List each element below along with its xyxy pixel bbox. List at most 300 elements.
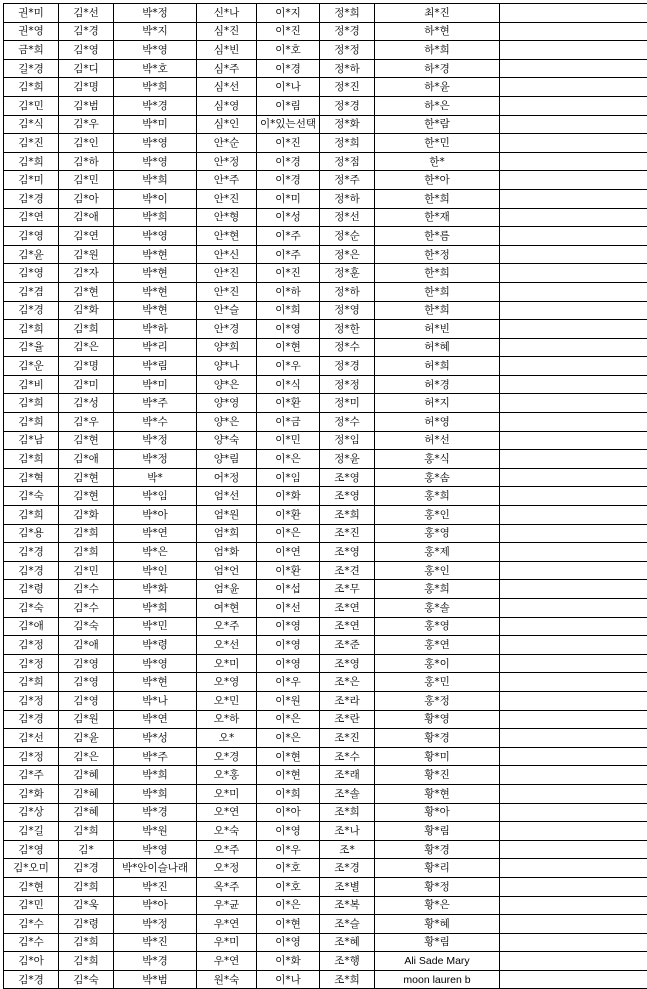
table-cell: 허*희 bbox=[375, 357, 500, 376]
table-cell bbox=[500, 580, 647, 599]
table-row bbox=[4, 729, 647, 748]
table-cell: 엄*원 bbox=[197, 506, 257, 525]
table-cell: 오*하 bbox=[197, 710, 257, 729]
table-cell: 박*정 bbox=[114, 431, 197, 450]
table-row bbox=[4, 357, 647, 376]
table-cell: 박*미 bbox=[114, 115, 197, 134]
table-cell: 박*미 bbox=[114, 375, 197, 394]
table-cell bbox=[500, 78, 647, 97]
table-cell: 정*윤 bbox=[320, 450, 375, 469]
table-cell: 김*미 bbox=[59, 375, 114, 394]
table-cell: 하*희 bbox=[375, 41, 500, 60]
table-cell: 김*혜 bbox=[59, 784, 114, 803]
table-cell: 김*경 bbox=[59, 859, 114, 878]
table-cell: 양*숙 bbox=[197, 431, 257, 450]
table-cell bbox=[500, 822, 647, 841]
table-cell: 홍*영 bbox=[375, 617, 500, 636]
table-cell: 김*현 bbox=[59, 487, 114, 506]
table-cell: 오*주 bbox=[197, 617, 257, 636]
table-cell: 최*진 bbox=[375, 4, 500, 23]
table-cell: 김*경 bbox=[4, 543, 59, 562]
table-cell: 박*현 bbox=[114, 264, 197, 283]
table-cell: 김*애 bbox=[59, 208, 114, 227]
table-row bbox=[4, 933, 647, 952]
table-row bbox=[4, 952, 647, 971]
table-cell: 김*혁 bbox=[4, 468, 59, 487]
table-row bbox=[4, 654, 647, 673]
table-cell: 엄*언 bbox=[197, 561, 257, 580]
table-cell bbox=[500, 506, 647, 525]
table-cell: 조*수 bbox=[320, 747, 375, 766]
table-cell: 박*임 bbox=[114, 487, 197, 506]
table-cell: 박*현 bbox=[114, 245, 197, 264]
table-cell: 한*희 bbox=[375, 282, 500, 301]
table-cell bbox=[500, 673, 647, 692]
table-cell: 박*현 bbox=[114, 301, 197, 320]
table-cell: 김*디 bbox=[59, 59, 114, 78]
table-cell bbox=[500, 413, 647, 432]
table-cell: 이*호 bbox=[257, 41, 320, 60]
table-cell: 우*미 bbox=[197, 933, 257, 952]
table-cell bbox=[500, 59, 647, 78]
table-cell: 김*수 bbox=[59, 580, 114, 599]
table-cell: 김*경 bbox=[4, 710, 59, 729]
table-cell: 김*현 bbox=[4, 877, 59, 896]
table-cell: 김*령 bbox=[4, 580, 59, 599]
table-cell: 한*민 bbox=[375, 134, 500, 153]
table-cell: 심*선 bbox=[197, 78, 257, 97]
table-cell: 오*민 bbox=[197, 691, 257, 710]
table-cell: 박*안이슬나래 bbox=[114, 859, 197, 878]
table-cell: 김*애 bbox=[59, 450, 114, 469]
table-cell: 김*원 bbox=[59, 710, 114, 729]
table-cell: 김*경 bbox=[4, 301, 59, 320]
table-cell: 박*림 bbox=[114, 357, 197, 376]
table-cell: 오*경 bbox=[197, 747, 257, 766]
table-cell: 조*희 bbox=[320, 970, 375, 989]
table-row bbox=[4, 747, 647, 766]
table-cell: 이*주 bbox=[257, 227, 320, 246]
table-cell: 정*수 bbox=[320, 413, 375, 432]
table-cell: 우*균 bbox=[197, 896, 257, 915]
table-cell: 이*은 bbox=[257, 450, 320, 469]
table-cell: 이*환 bbox=[257, 394, 320, 413]
table-cell: 정*경 bbox=[320, 357, 375, 376]
table-cell: 김*희 bbox=[4, 673, 59, 692]
table-row bbox=[4, 394, 647, 413]
table-cell: 김*희 bbox=[4, 320, 59, 339]
table-cell bbox=[500, 729, 647, 748]
table-cell: 김*희 bbox=[59, 822, 114, 841]
table-row bbox=[4, 245, 647, 264]
table-cell: 이*경 bbox=[257, 152, 320, 171]
table-cell bbox=[500, 189, 647, 208]
table-cell: 이*환 bbox=[257, 561, 320, 580]
table-cell bbox=[500, 468, 647, 487]
table-cell: 박*경 bbox=[114, 803, 197, 822]
table-cell bbox=[500, 784, 647, 803]
table-cell: 김*애 bbox=[59, 636, 114, 655]
table-cell: 김*윤 bbox=[4, 245, 59, 264]
table-cell: 박*범 bbox=[114, 970, 197, 989]
table-cell: 홍*인 bbox=[375, 561, 500, 580]
table-row bbox=[4, 189, 647, 208]
table-cell: 박*하 bbox=[114, 320, 197, 339]
table-cell: 김*민 bbox=[59, 561, 114, 580]
table-row bbox=[4, 96, 647, 115]
table-cell: 양*은 bbox=[197, 413, 257, 432]
table-cell: 엄*화 bbox=[197, 543, 257, 562]
table-row bbox=[4, 171, 647, 190]
table-cell: 이*우 bbox=[257, 357, 320, 376]
table-cell: 조*나 bbox=[320, 822, 375, 841]
table-cell: 황*림 bbox=[375, 933, 500, 952]
name-table bbox=[3, 3, 647, 989]
table-cell: 박*희 bbox=[114, 208, 197, 227]
table-cell bbox=[500, 320, 647, 339]
table-cell: 박*진 bbox=[114, 877, 197, 896]
table-cell bbox=[500, 301, 647, 320]
table-cell: 양*은 bbox=[197, 375, 257, 394]
table-row bbox=[4, 320, 647, 339]
table-cell bbox=[500, 171, 647, 190]
table-cell: 황*경 bbox=[375, 840, 500, 859]
table-cell: 박*현 bbox=[114, 282, 197, 301]
table-cell: 이*은 bbox=[257, 710, 320, 729]
table-cell: 길*경 bbox=[4, 59, 59, 78]
table-cell: 한*정 bbox=[375, 245, 500, 264]
table-cell bbox=[500, 22, 647, 41]
table-row bbox=[4, 840, 647, 859]
table-cell: 정*영 bbox=[320, 301, 375, 320]
table-cell: 이*영 bbox=[257, 933, 320, 952]
table-cell: 금*희 bbox=[4, 41, 59, 60]
table-cell: 정*수 bbox=[320, 338, 375, 357]
table-cell bbox=[500, 524, 647, 543]
table-cell: 안*슬 bbox=[197, 301, 257, 320]
table-cell: 김*숙 bbox=[4, 599, 59, 618]
table-cell: 황*현 bbox=[375, 784, 500, 803]
table-cell: 황*은 bbox=[375, 896, 500, 915]
table-cell bbox=[500, 245, 647, 264]
table-cell: 박*희 bbox=[114, 766, 197, 785]
table-cell: 황*림 bbox=[375, 822, 500, 841]
table-cell: 김*화 bbox=[59, 301, 114, 320]
table-cell: 박*민 bbox=[114, 617, 197, 636]
table-cell: 이*원 bbox=[257, 691, 320, 710]
table-row bbox=[4, 282, 647, 301]
table-cell bbox=[500, 952, 647, 971]
table-cell bbox=[500, 41, 647, 60]
table-cell: 권*영 bbox=[4, 22, 59, 41]
table-cell: 심*인 bbox=[197, 115, 257, 134]
table-cell: 정*점 bbox=[320, 152, 375, 171]
table-cell: 김*희 bbox=[4, 506, 59, 525]
table-cell: 김*희 bbox=[4, 78, 59, 97]
table-cell: 이*현 bbox=[257, 766, 320, 785]
table-cell: Ali Sade Mary bbox=[375, 952, 500, 971]
table-cell bbox=[500, 264, 647, 283]
table-cell bbox=[500, 803, 647, 822]
table-cell: 박*주 bbox=[114, 394, 197, 413]
table-cell: 김*원 bbox=[59, 245, 114, 264]
table-cell bbox=[500, 4, 647, 23]
table-cell: 여*현 bbox=[197, 599, 257, 618]
table-cell: 옥*주 bbox=[197, 877, 257, 896]
table-cell: 조*영 bbox=[320, 654, 375, 673]
table-cell: 이*은 bbox=[257, 524, 320, 543]
table-cell: 이*우 bbox=[257, 673, 320, 692]
table-cell: 김*혜 bbox=[59, 803, 114, 822]
table-cell bbox=[500, 431, 647, 450]
table-cell: 김*영 bbox=[59, 654, 114, 673]
table-row bbox=[4, 617, 647, 636]
table-cell: 허*혜 bbox=[375, 338, 500, 357]
table-cell: 오*미 bbox=[197, 654, 257, 673]
table-cell: 한*아 bbox=[375, 171, 500, 190]
table-row bbox=[4, 822, 647, 841]
table-cell: 조*경 bbox=[320, 859, 375, 878]
table-cell: 정*진 bbox=[320, 78, 375, 97]
table-cell: 한*희 bbox=[375, 264, 500, 283]
table-cell: 김*애 bbox=[4, 617, 59, 636]
table-cell: 김*남 bbox=[4, 431, 59, 450]
table-cell: 김*주 bbox=[4, 766, 59, 785]
table-cell bbox=[500, 691, 647, 710]
table-cell: 박*현 bbox=[114, 673, 197, 692]
table-cell: 홍*희 bbox=[375, 580, 500, 599]
table-cell: 한* bbox=[375, 152, 500, 171]
table-cell: 안*정 bbox=[197, 152, 257, 171]
table-cell: 원*숙 bbox=[197, 970, 257, 989]
table-cell: 김*식 bbox=[4, 115, 59, 134]
table-cell: 엄*윤 bbox=[197, 580, 257, 599]
table-row bbox=[4, 41, 647, 60]
table-cell: 정*훈 bbox=[320, 264, 375, 283]
table-cell: 박* bbox=[114, 468, 197, 487]
table-cell: 허*경 bbox=[375, 375, 500, 394]
table-cell: 홍*희 bbox=[375, 487, 500, 506]
table-cell: 박*영 bbox=[114, 41, 197, 60]
table-cell: 조*무 bbox=[320, 580, 375, 599]
table-cell: 허*빈 bbox=[375, 320, 500, 339]
table-cell: 박*아 bbox=[114, 506, 197, 525]
table-row bbox=[4, 506, 647, 525]
table-cell bbox=[500, 134, 647, 153]
table-cell: 하*현 bbox=[375, 22, 500, 41]
table-cell: 김*아 bbox=[4, 952, 59, 971]
table-cell bbox=[500, 561, 647, 580]
table-cell: 우*연 bbox=[197, 915, 257, 934]
table-cell: 하*경 bbox=[375, 59, 500, 78]
table-cell: 엄*희 bbox=[197, 524, 257, 543]
table-cell: 박*성 bbox=[114, 729, 197, 748]
table-cell: 조*슬 bbox=[320, 915, 375, 934]
table-cell bbox=[500, 357, 647, 376]
table-cell: 이*나 bbox=[257, 970, 320, 989]
table-cell: 오*선 bbox=[197, 636, 257, 655]
table-cell bbox=[500, 877, 647, 896]
table-cell: 홍*민 bbox=[375, 673, 500, 692]
table-cell: 김*명 bbox=[59, 78, 114, 97]
table-cell bbox=[500, 710, 647, 729]
table-cell: 오* bbox=[197, 729, 257, 748]
table-row bbox=[4, 877, 647, 896]
table-cell: 정*희 bbox=[320, 134, 375, 153]
table-cell: 홍*정 bbox=[375, 691, 500, 710]
table-row bbox=[4, 859, 647, 878]
table-cell: moon lauren b bbox=[375, 970, 500, 989]
table-cell: 김*숙 bbox=[59, 970, 114, 989]
table-cell: 양*나 bbox=[197, 357, 257, 376]
table-cell bbox=[500, 859, 647, 878]
table-cell: 김*영 bbox=[59, 691, 114, 710]
table-cell: 정*선 bbox=[320, 208, 375, 227]
table-cell: 한*름 bbox=[375, 227, 500, 246]
table-cell: 조*솔 bbox=[320, 784, 375, 803]
table-cell: 박*호 bbox=[114, 59, 197, 78]
table-cell: 이*경 bbox=[257, 171, 320, 190]
table-cell: 홍*솜 bbox=[375, 468, 500, 487]
table-cell: 김*오미 bbox=[4, 859, 59, 878]
table-cell: 박*희 bbox=[114, 171, 197, 190]
table-cell: 이*호 bbox=[257, 859, 320, 878]
table-cell: 양*영 bbox=[197, 394, 257, 413]
table-cell: 이*희 bbox=[257, 301, 320, 320]
table-cell: 황*영 bbox=[375, 710, 500, 729]
table-cell: 김*희 bbox=[59, 320, 114, 339]
table-cell: 박*진 bbox=[114, 933, 197, 952]
table-cell: 김*겸 bbox=[4, 282, 59, 301]
table-cell bbox=[500, 617, 647, 636]
table-cell: 이*희 bbox=[257, 784, 320, 803]
table-cell: 김*영 bbox=[4, 840, 59, 859]
table-cell bbox=[500, 766, 647, 785]
table-cell: 심*주 bbox=[197, 59, 257, 78]
table-cell: 홍*솔 bbox=[375, 599, 500, 618]
table-cell: 김*현 bbox=[59, 431, 114, 450]
table-cell: 박*경 bbox=[114, 96, 197, 115]
table-cell: 정*정 bbox=[320, 375, 375, 394]
table-cell: 이*지 bbox=[257, 4, 320, 23]
table-cell: 홍*이 bbox=[375, 654, 500, 673]
table-cell: 김*진 bbox=[4, 134, 59, 153]
table-cell bbox=[500, 208, 647, 227]
table-row bbox=[4, 115, 647, 134]
table-cell: 박*영 bbox=[114, 152, 197, 171]
table-cell: 이*아 bbox=[257, 803, 320, 822]
table-cell: 김*경 bbox=[4, 970, 59, 989]
table-cell: 안*순 bbox=[197, 134, 257, 153]
table-row bbox=[4, 59, 647, 78]
table-cell bbox=[500, 338, 647, 357]
table-cell: 이*현 bbox=[257, 747, 320, 766]
table-cell: 김*은 bbox=[59, 338, 114, 357]
table-cell: 홍*인 bbox=[375, 506, 500, 525]
table-cell: 정*하 bbox=[320, 189, 375, 208]
table-cell: 홍*식 bbox=[375, 450, 500, 469]
table-cell: 김*명 bbox=[59, 357, 114, 376]
table-cell: 이*림 bbox=[257, 96, 320, 115]
table-cell: 조*준 bbox=[320, 636, 375, 655]
table-cell: 정*경 bbox=[320, 22, 375, 41]
table-cell bbox=[500, 970, 647, 989]
table-cell: 김*화 bbox=[4, 784, 59, 803]
table-cell: 김*수 bbox=[4, 933, 59, 952]
table-cell: 박*인 bbox=[114, 561, 197, 580]
table-cell: 김*인 bbox=[59, 134, 114, 153]
table-cell: 심*진 bbox=[197, 22, 257, 41]
table-row bbox=[4, 22, 647, 41]
table-row bbox=[4, 784, 647, 803]
table-cell: 홍*연 bbox=[375, 636, 500, 655]
table-cell: 정*임 bbox=[320, 431, 375, 450]
table-cell: 김*희 bbox=[59, 543, 114, 562]
table-cell: 박*영 bbox=[114, 840, 197, 859]
table-cell bbox=[500, 282, 647, 301]
table-row bbox=[4, 970, 647, 989]
table-cell: 김*자 bbox=[59, 264, 114, 283]
table-cell: 안*진 bbox=[197, 282, 257, 301]
table-cell: 안*진 bbox=[197, 264, 257, 283]
table-cell: 김*정 bbox=[4, 636, 59, 655]
table-row bbox=[4, 152, 647, 171]
table-cell: 박*은 bbox=[114, 543, 197, 562]
table-row bbox=[4, 134, 647, 153]
table-cell: 김*길 bbox=[4, 822, 59, 841]
table-cell bbox=[500, 115, 647, 134]
table-cell: 이*민 bbox=[257, 431, 320, 450]
table-cell: 김*우 bbox=[59, 115, 114, 134]
table-cell: 이*선 bbox=[257, 599, 320, 618]
table-cell: 김*숙 bbox=[59, 617, 114, 636]
table-cell: 조*영 bbox=[320, 487, 375, 506]
table-cell: 김*우 bbox=[59, 413, 114, 432]
table-cell: 황*미 bbox=[375, 747, 500, 766]
table-cell: 오*숙 bbox=[197, 822, 257, 841]
table-cell: 한*재 bbox=[375, 208, 500, 227]
table-cell: 박*희 bbox=[114, 599, 197, 618]
table-cell: 정*미 bbox=[320, 394, 375, 413]
table-row bbox=[4, 487, 647, 506]
table-row bbox=[4, 78, 647, 97]
table-cell: 박*주 bbox=[114, 747, 197, 766]
table-cell: 조* bbox=[320, 840, 375, 859]
table-cell: 양*희 bbox=[197, 338, 257, 357]
table-cell: 조*복 bbox=[320, 896, 375, 915]
table-cell: 박*영 bbox=[114, 654, 197, 673]
table-cell: 이*성 bbox=[257, 208, 320, 227]
table-row bbox=[4, 766, 647, 785]
table-row bbox=[4, 580, 647, 599]
table-cell: 허*영 bbox=[375, 413, 500, 432]
table-cell: 오*정 bbox=[197, 859, 257, 878]
table-cell: 홍*영 bbox=[375, 524, 500, 543]
table-cell: 허*지 bbox=[375, 394, 500, 413]
table-cell: 정*하 bbox=[320, 59, 375, 78]
table-cell: 이*연 bbox=[257, 543, 320, 562]
table-cell: 정*한 bbox=[320, 320, 375, 339]
table-cell: 김*경 bbox=[4, 561, 59, 580]
table-cell: 김*하 bbox=[59, 152, 114, 171]
table-cell: 정*경 bbox=[320, 96, 375, 115]
table-cell: 오*영 bbox=[197, 673, 257, 692]
table-cell: 김*숙 bbox=[4, 487, 59, 506]
table-cell: 안*주 bbox=[197, 171, 257, 190]
table-cell: 이*화 bbox=[257, 952, 320, 971]
table-row bbox=[4, 803, 647, 822]
table-cell: 조*행 bbox=[320, 952, 375, 971]
